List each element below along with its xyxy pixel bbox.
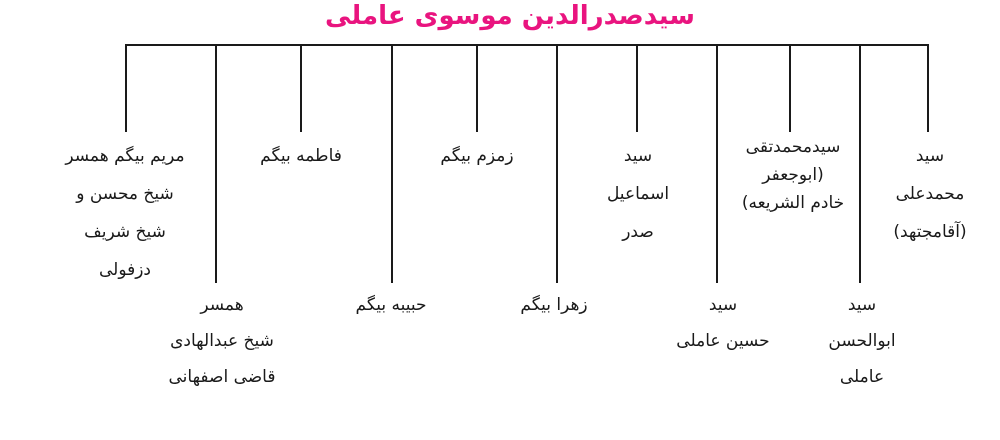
member-wife-of-sheikh-abdolhadi: [169, 287, 276, 395]
member-name-line: فاطمه بیگم: [260, 146, 342, 166]
member-seyyed-esmail-sadr: [607, 137, 669, 251]
member-name-line: حبیبه بیگم: [355, 295, 427, 315]
member-name-line: اسماعیل: [606, 184, 670, 204]
member-name-line: محمدعلی: [895, 184, 965, 204]
member-name-line: خادم الشریعه): [741, 193, 845, 213]
member-name-line: شیخ محسن و: [76, 184, 174, 204]
member-name-line: (آقامجتهد): [893, 222, 967, 242]
member-name-line: قاضی اصفهانی: [168, 367, 276, 387]
member-name-line: (ابوجعفر: [762, 165, 824, 185]
member-name-line: شیخ شریف: [84, 222, 166, 242]
member-name-line: حسین عاملی: [676, 331, 770, 351]
member-name-line: سید: [915, 146, 945, 166]
member-zahra-bigom: [520, 287, 587, 323]
member-seyyed-mohammad-taqi: [742, 133, 844, 217]
member-name-line: سیدمحمدتقی: [745, 137, 841, 157]
member-seyyed-abolhasan-ameli: [828, 287, 895, 395]
member-maryam-bigom: [65, 137, 184, 289]
member-name-line: زمزم بیگم: [440, 146, 514, 166]
member-name-line: سید: [708, 295, 738, 315]
member-habibeh-bigom: [356, 287, 427, 323]
member-name-line: سید: [623, 146, 653, 166]
member-name-line: صدر: [622, 222, 654, 242]
member-name-line: همسر: [200, 295, 244, 315]
member-name-line: ابوالحسن: [828, 331, 896, 351]
member-seyyed-hossein-ameli: [676, 287, 769, 359]
member-zamzam-bigom: [440, 137, 513, 175]
member-name-line: سید: [847, 295, 877, 315]
member-name-line: مریم بیگم همسر: [65, 146, 185, 166]
member-seyyed-mohammad-ali: [893, 137, 966, 251]
member-name-line: عاملی: [839, 367, 885, 387]
member-name-line: دزفولی: [98, 260, 152, 280]
member-name-line: زهرا بیگم: [520, 295, 588, 315]
root-person-name: سیدصدرالدین موسوی عاملی: [325, 1, 695, 31]
member-name-line: شیخ عبدالهادی: [170, 331, 274, 351]
member-fatemeh-bigom: [260, 137, 342, 175]
